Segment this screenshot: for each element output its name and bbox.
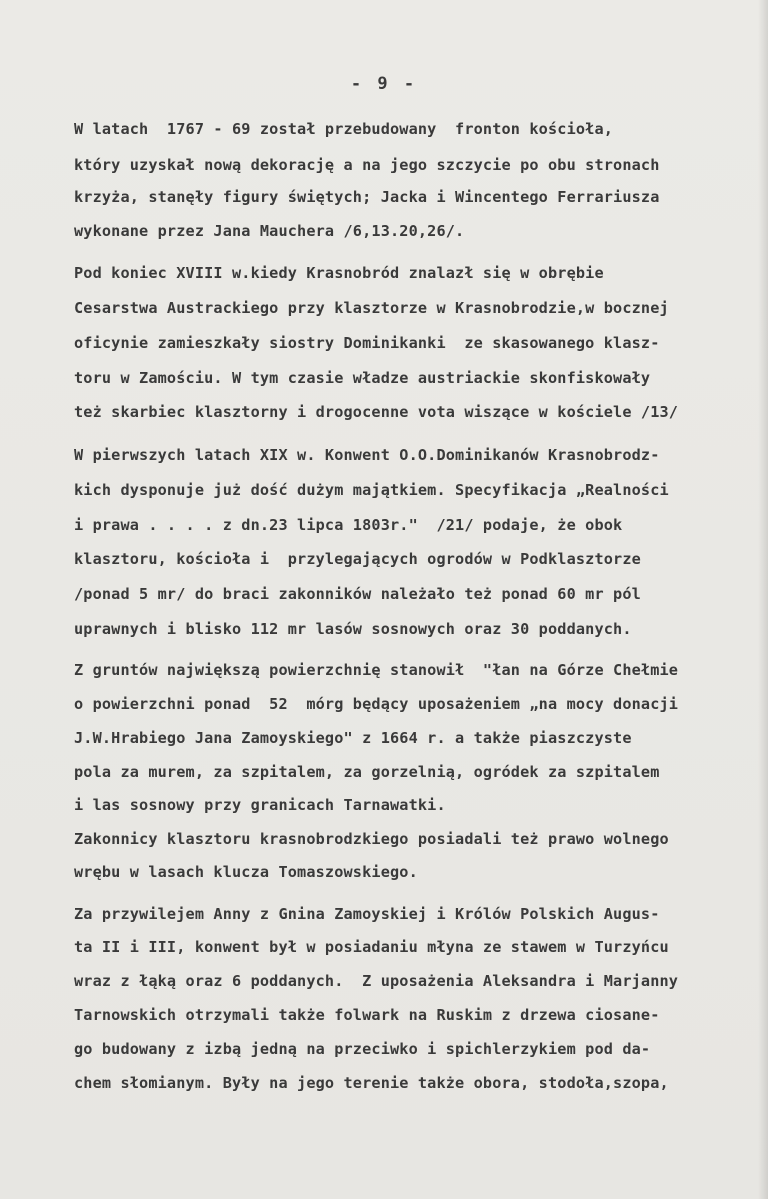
text-line: o powierzchni ponad 52 mórg będący uposażeniem „na mocy donacji [74,695,679,713]
text-line: Zakonnicy klasztoru krasnobrodzkiego posiadali też prawo wolnego [74,830,669,848]
text-line: Z gruntów największą powierzchnię stanowił "łan na Górze Chełmie [74,661,679,679]
text-line: W latach 1767 - 69 został przebudowany fronton kościoła, [74,120,614,138]
text-line: i las sosnowy przy granicach Tarnawatki. [74,796,446,814]
text-line: W pierwszych latach XIX w. Konwent O.O.Dominikanów Krasnobrodz- [74,446,660,464]
text-line: wykonane przez Jana Mauchera /6,13.20,26/. [74,222,465,240]
text-line: i prawa . . . . z dn.23 lipca 1803r." /21/ podaje, że obok [74,516,623,534]
text-line: wrębu w lasach klucza Tomaszowskiego. [74,863,418,881]
text-line: klasztoru, kościoła i przylegających ogrodów w Podklasztorze [74,550,641,568]
text-line: kich dysponuje już dość dużym majątkiem. Specyfikacja „Realności [74,481,669,499]
text-line: /ponad 5 mr/ do braci zakonników należało też ponad 60 mr pól [74,585,641,603]
text-line: oficynie zamieszkały siostry Dominikanki ze skasowanego klasz- [74,334,660,352]
text-line: też skarbiec klasztorny i drogocenne vota wiszące w kościele /13/ [74,403,679,421]
text-line: wraz z łąką oraz 6 poddanych. Z uposażenia Aleksandra i Marjanny [74,972,679,990]
text-line: chem słomianym. Były na jego terenie także obora, stodoła,szopa, [74,1074,669,1092]
text-line: J.W.Hrabiego Jana Zamoyskiego" z 1664 r. a także piaszczyste [74,729,632,747]
text-line: który uzyskał nową dekorację a na jego szczycie po obu stronach [74,156,660,174]
text-line: krzyża, stanęły figury świętych; Jacka i Wincentego Ferrariusza [74,188,660,206]
text-line: pola za murem, za szpitalem, za gorzelnią, ogródek za szpitalem [74,763,660,781]
text-line: go budowany z izbą jedną na przeciwko i spichlerzykiem pod da- [74,1040,651,1058]
text-line: toru w Zamościu. W tym czasie władze austriackie skonfiskowały [74,369,651,387]
text-line: Tarnowskich otrzymali także folwark na Ruskim z drzewa ciosane- [74,1006,660,1024]
text-line: uprawnych i blisko 112 mr lasów sosnowych oraz 30 poddanych. [74,620,632,638]
text-line: Cesarstwa Austrackiego przy klasztorze w Krasnobrodzie,w bocznej [74,299,669,317]
text-line: ta II i III, konwent był w posiadaniu młyna ze stawem w Turzyńcu [74,938,669,956]
text-line: Za przywilejem Anny z Gnina Zamoyskiej i Królów Polskich Augus- [74,905,660,923]
page-number: - 9 - [350,74,418,94]
page-edge-shadow [758,0,768,1199]
text-line: Pod koniec XVIII w.kiedy Krasnobród znalazł się w obrębie [74,264,604,282]
